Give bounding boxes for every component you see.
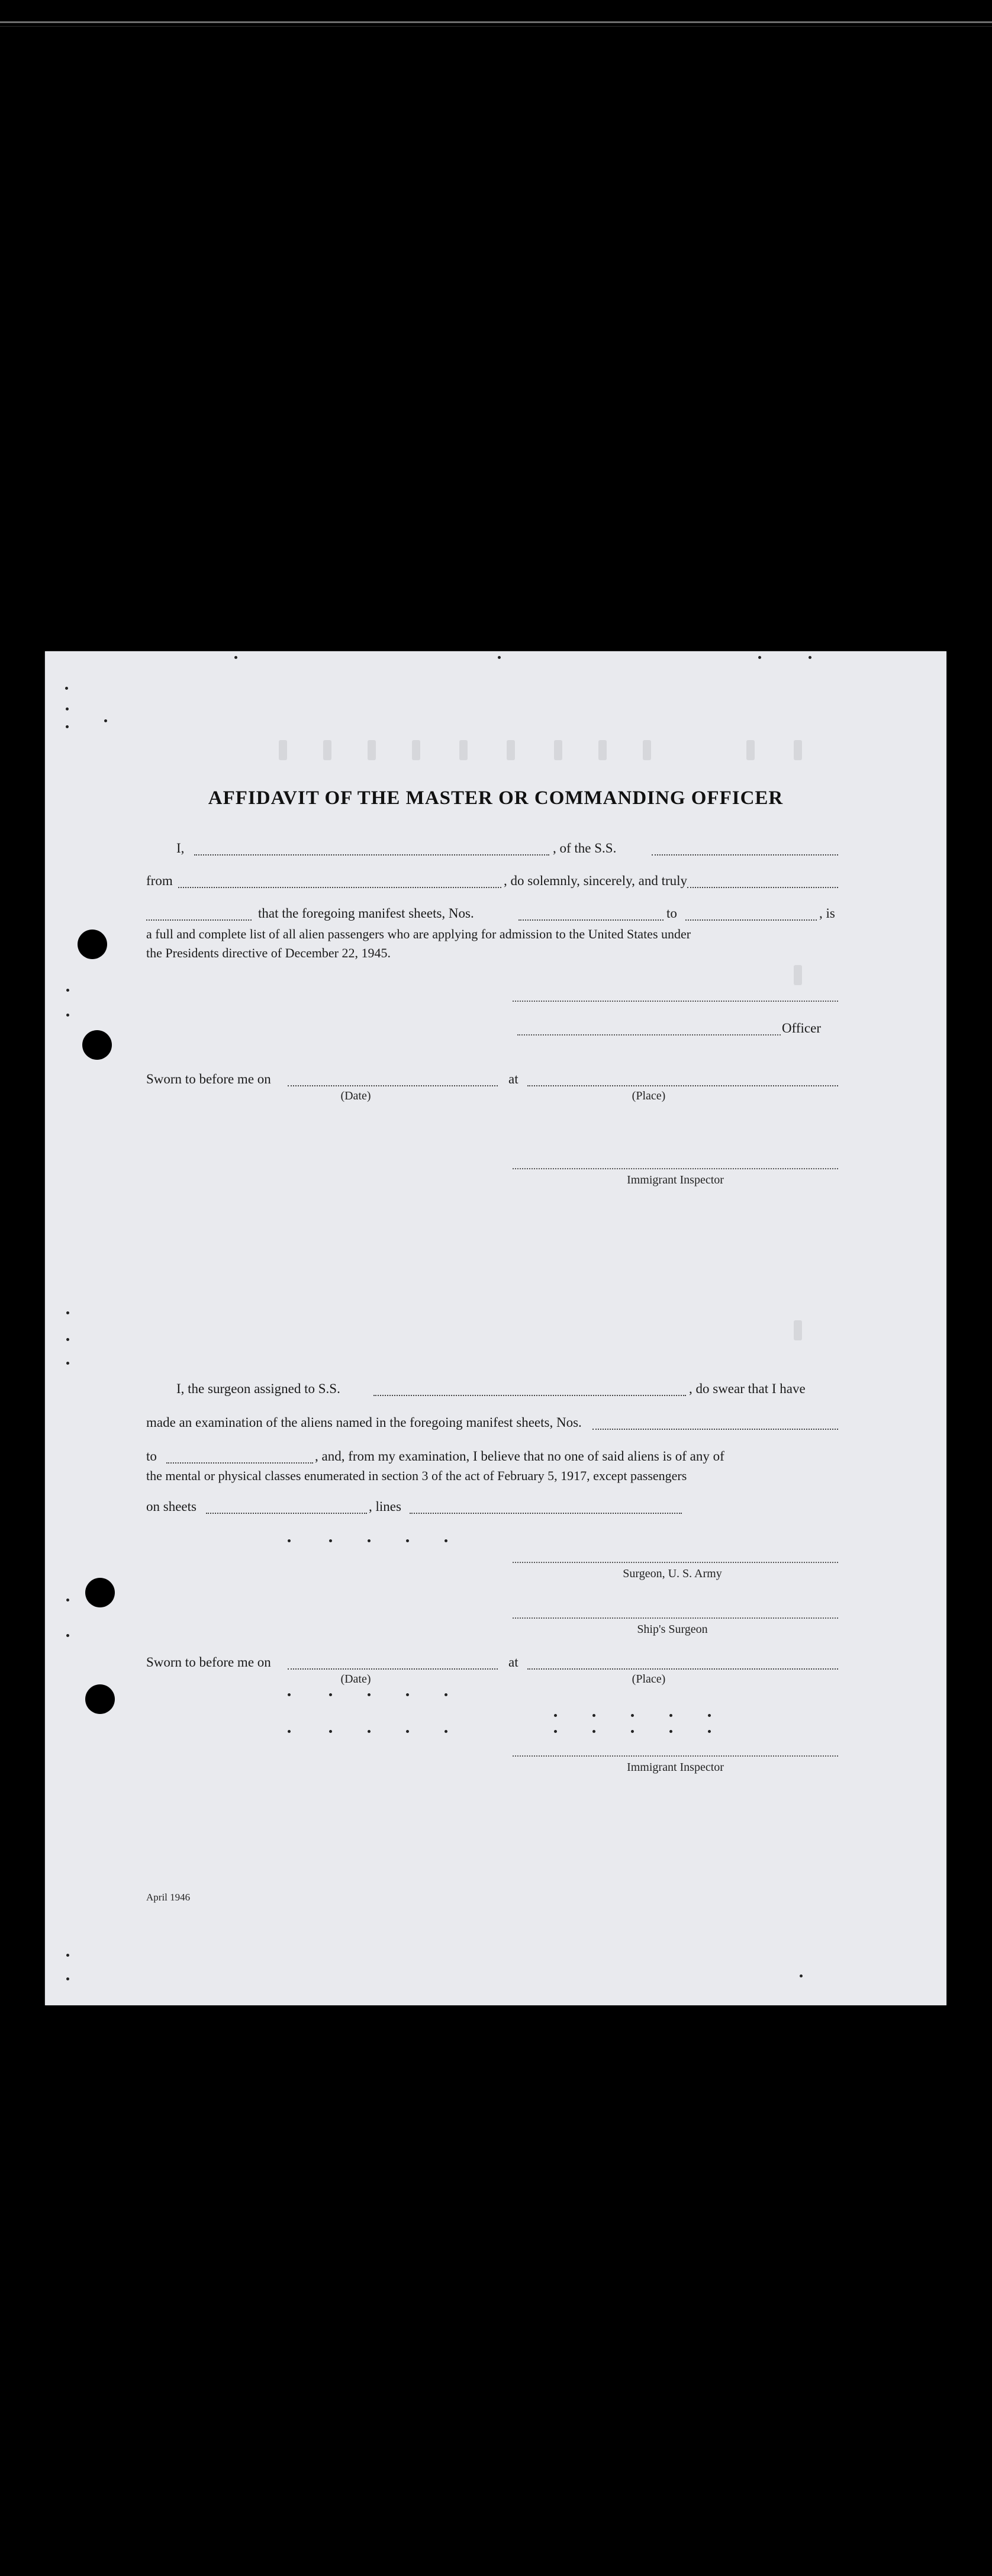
bleed-through-mark (794, 740, 802, 760)
punch-hole (85, 1684, 115, 1714)
bleed-through-mark (643, 740, 651, 760)
scanner-edge-line (0, 21, 992, 23)
paper-speck (800, 1974, 803, 1977)
surgeon-classes-text: the mental or physical classes enumerated in section 3 of the act of February 5, 1917, except passengers (146, 1468, 687, 1483)
surgeon-inspector-signature-line[interactable] (513, 1755, 838, 1757)
paper-speck (368, 1730, 371, 1733)
paper-speck (554, 1714, 557, 1717)
punch-hole (78, 930, 107, 959)
paper-speck (368, 1693, 371, 1696)
bleed-through-mark (279, 740, 287, 760)
master-name-field[interactable] (194, 854, 549, 856)
master-declaration-field[interactable] (146, 919, 252, 921)
bleed-through-mark (794, 965, 802, 985)
paper-speck (66, 1599, 69, 1601)
master-ship-name-field[interactable] (652, 854, 838, 856)
paper-speck (104, 719, 107, 722)
paper-speck (288, 1730, 291, 1733)
bleed-through-mark (412, 740, 420, 760)
paper-speck (631, 1714, 634, 1717)
bleed-through-mark (323, 740, 331, 760)
paper-speck (592, 1714, 595, 1717)
master-at-label: at (508, 1072, 518, 1086)
paper-speck (669, 1730, 672, 1733)
paper-speck (445, 1730, 447, 1733)
bleed-through-mark (368, 740, 376, 760)
paper-speck (65, 687, 68, 690)
paper-speck (66, 1634, 69, 1637)
surgeon-sworn-date-field[interactable] (288, 1668, 498, 1670)
punch-hole (85, 1578, 115, 1607)
paper-speck (66, 725, 69, 728)
punch-hole (82, 1030, 112, 1060)
bleed-through-mark (507, 740, 515, 760)
paper-speck (66, 707, 69, 710)
bleed-through-mark (746, 740, 755, 760)
paper-speck (758, 656, 761, 659)
paper-speck (66, 989, 69, 992)
paper-speck (234, 656, 237, 659)
surgeon-at-label: at (508, 1655, 518, 1670)
bleed-through-mark (598, 740, 607, 760)
master-sworn-place-field[interactable] (527, 1085, 838, 1086)
master-sworn-date-field[interactable] (288, 1085, 498, 1086)
master-signature-line[interactable] (513, 1001, 838, 1002)
master-directive-text: the Presidents directive of December 22, 1945. (146, 946, 391, 960)
paper-speck (406, 1539, 409, 1542)
paper-speck (66, 1311, 69, 1314)
surgeon-inspector-caption: Immigrant Inspector (627, 1761, 724, 1774)
officer-label: Officer (782, 1021, 821, 1035)
paper-speck (329, 1693, 332, 1696)
army-surgeon-signature-line[interactable] (513, 1562, 838, 1563)
surgeon-sheet-to-field[interactable] (166, 1462, 313, 1464)
surgeon-ship-name-field[interactable] (373, 1395, 686, 1396)
paper-speck (592, 1730, 595, 1733)
paper-speck (66, 1338, 69, 1341)
surgeon-date-caption: (Date) (340, 1673, 371, 1686)
paper-speck (406, 1730, 409, 1733)
paper-speck (554, 1730, 557, 1733)
master-from-label: from (146, 873, 173, 888)
paper-speck (329, 1730, 332, 1733)
master-foregoing-text: that the foregoing manifest sheets, Nos. (258, 906, 474, 921)
surgeon-to-label: to (146, 1449, 157, 1464)
ships-surgeon-signature-line[interactable] (513, 1617, 838, 1619)
master-place-caption: (Place) (632, 1089, 666, 1102)
paper-speck (66, 1954, 69, 1957)
master-inspector-caption: Immigrant Inspector (627, 1173, 724, 1186)
bleed-through-mark (459, 740, 468, 760)
paper-speck (809, 656, 811, 659)
paper-speck (708, 1714, 711, 1717)
master-sheet-from-field[interactable] (518, 919, 664, 921)
page-title: AFFIDAVIT OF THE MASTER OR COMMANDING OFFICER (208, 787, 784, 809)
master-is-label: , is (819, 906, 835, 921)
paper-speck (329, 1539, 332, 1542)
master-affirm-field[interactable] (687, 887, 838, 888)
surgeon-place-caption: (Place) (632, 1673, 666, 1686)
surgeon-assigned-text: I, the surgeon assigned to S.S. (176, 1381, 340, 1396)
paper-speck (368, 1539, 371, 1542)
form-date-footer: April 1946 (146, 1892, 191, 1903)
master-sworn-text: Sworn to before me on (146, 1072, 271, 1086)
surgeon-on-sheets-label: on sheets (146, 1499, 197, 1514)
paper-speck (445, 1539, 447, 1542)
paper-speck (288, 1693, 291, 1696)
paper-speck (66, 1014, 69, 1017)
master-from-field[interactable] (178, 887, 501, 888)
master-sheet-to-field[interactable] (685, 919, 817, 921)
paper-speck (498, 656, 501, 659)
surgeon-sworn-text: Sworn to before me on (146, 1655, 271, 1670)
surgeon-examination-text: made an examination of the aliens named in the foregoing manifest sheets, Nos. (146, 1415, 582, 1430)
paper-speck (631, 1730, 634, 1733)
master-solemnly-text: , do solemnly, sincerely, and truly (504, 873, 688, 888)
surgeon-lines-label: , lines (369, 1499, 401, 1514)
paper-speck (708, 1730, 711, 1733)
surgeon-sheet-from-field[interactable] (592, 1429, 838, 1430)
paper-speck (669, 1714, 672, 1717)
officer-signature-line[interactable] (517, 1034, 781, 1035)
master-i-label: I, (176, 841, 185, 856)
master-date-caption: (Date) (340, 1089, 371, 1102)
ships-surgeon-caption: Ship's Surgeon (637, 1623, 708, 1636)
paper-speck (66, 1977, 69, 1980)
paper-speck (66, 1362, 69, 1365)
scanner-edge-line-faint (0, 26, 992, 27)
master-to-label: to (666, 906, 677, 921)
master-of-ss-label: , of the S.S. (553, 841, 617, 856)
surgeon-exception-lines-field[interactable] (410, 1513, 682, 1514)
paper-speck (288, 1539, 291, 1542)
surgeon-sworn-place-field[interactable] (527, 1668, 838, 1670)
master-full-list-text: a full and complete list of all alien passengers who are applying for admission to the United States under (146, 927, 691, 941)
surgeon-exception-sheets-field[interactable] (206, 1513, 367, 1514)
bleed-through-mark (554, 740, 562, 760)
paper-speck (406, 1693, 409, 1696)
paper-speck (445, 1693, 447, 1696)
affidavit-page (45, 651, 946, 2005)
bleed-through-mark (794, 1320, 802, 1340)
master-inspector-signature-line[interactable] (513, 1168, 838, 1169)
army-surgeon-caption: Surgeon, U. S. Army (623, 1567, 722, 1580)
surgeon-believe-text: , and, from my examination, I believe that no one of said aliens is of any of (315, 1449, 724, 1464)
surgeon-swear-text: , do swear that I have (689, 1381, 806, 1396)
